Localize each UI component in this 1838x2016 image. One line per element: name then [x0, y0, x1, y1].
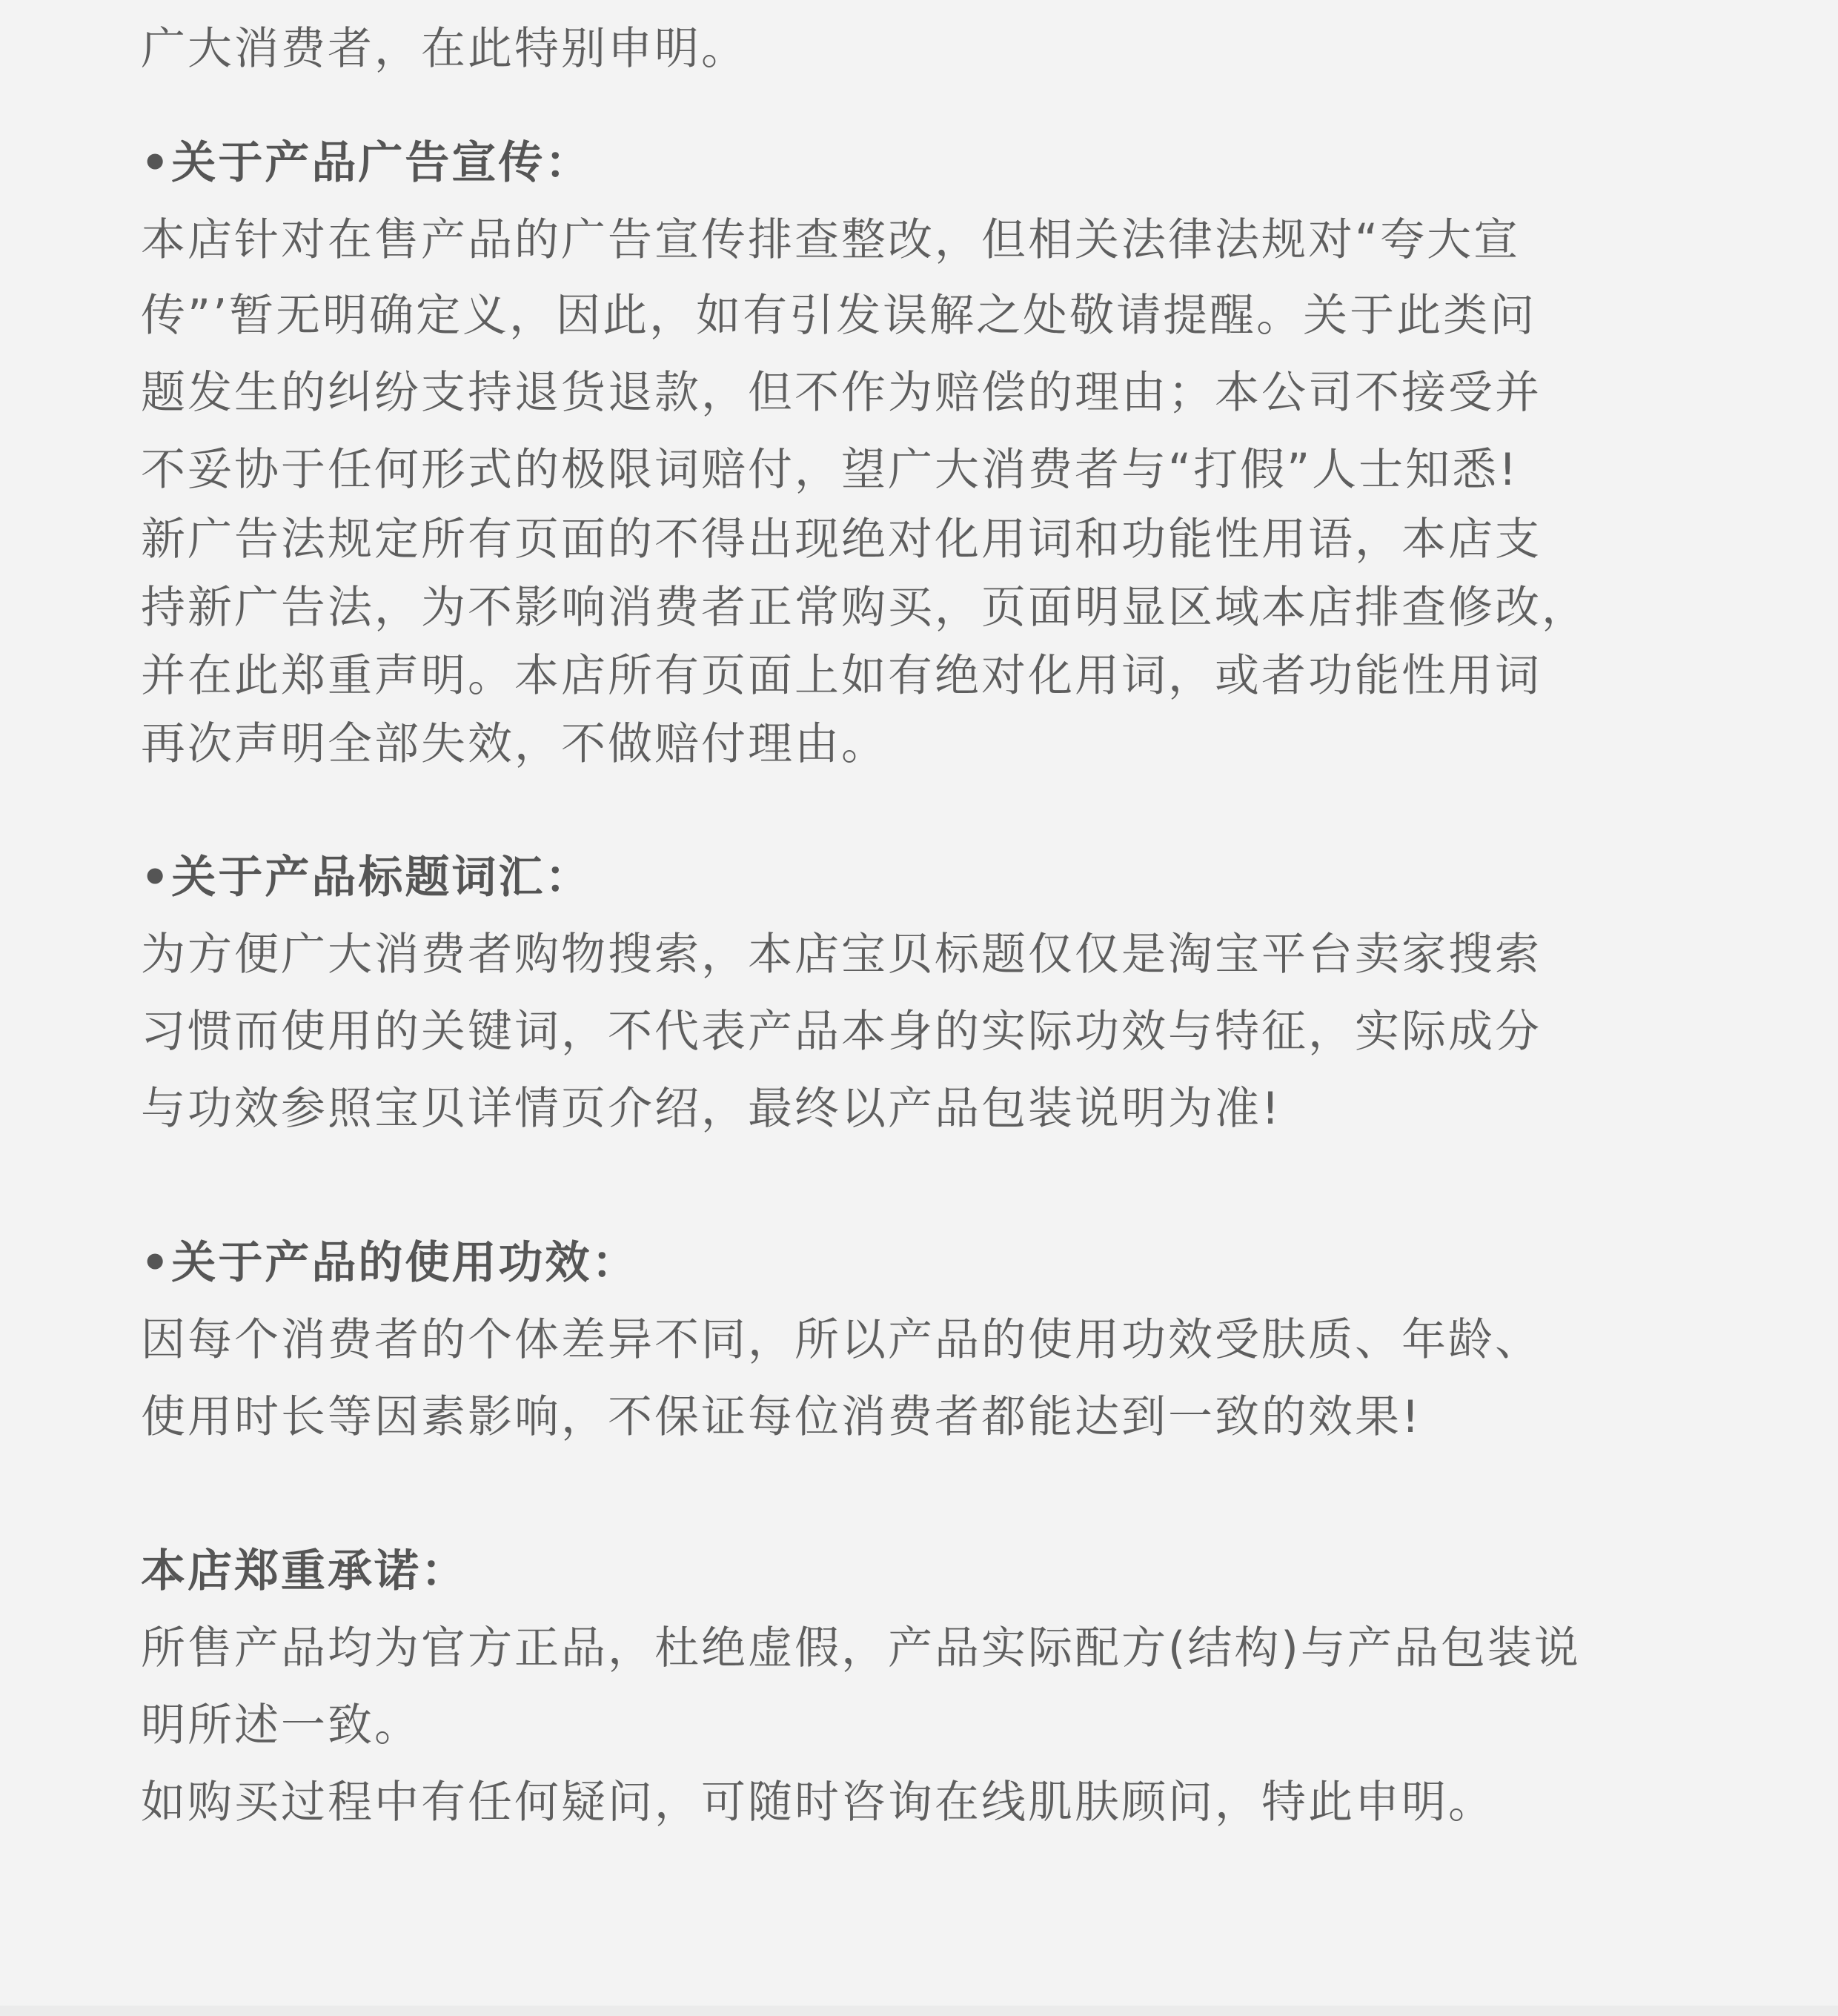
intro-tail-text: 广大消费者，在此特别申明。	[141, 23, 748, 75]
bottom-divider	[0, 2006, 1838, 2016]
advertising-paragraph-line: 题发生的纠纷支持退货退款，但不作为赔偿的理由；本公司不接受并	[141, 367, 1542, 419]
efficacy-paragraph-line: 使用时长等因素影响，不保证每位消费者都能达到一致的效果!	[141, 1391, 1422, 1443]
advertising-paragraph-line: 并在此郑重声明。本店所有页面上如有绝对化用词，或者功能性用词	[141, 650, 1542, 702]
commitment-paragraph-line: 如购买过程中有任何疑问，可随时咨询在线肌肤顾问，特此申明。	[141, 1777, 1495, 1828]
title-terms-paragraph-line: 与功效参照宝贝详情页介绍，最终以产品包装说明为准!	[141, 1083, 1282, 1135]
advertising-paragraph-line: 传”’暂无明确定义，因此，如有引发误解之处敬请提醒。关于此类问	[141, 290, 1537, 342]
section-heading-title-terms: •关于产品标题词汇：	[141, 852, 592, 903]
commitment-paragraph-line: 明所述一致。	[141, 1700, 421, 1751]
efficacy-paragraph-line: 因每个消费者的个体差异不同，所以产品的使用功效受肤质、年龄、	[141, 1314, 1542, 1366]
title-terms-paragraph-line: 习惯而使用的关键词，不代表产品本身的实际功效与特征，实际成分	[141, 1006, 1542, 1058]
advertising-paragraph-line: 再次声明全部失效，不做赔付理由。	[141, 718, 888, 770]
section-heading-advertising: •关于产品广告宣传：	[141, 137, 592, 189]
advertising-paragraph-line: 不妥协于任何形式的极限词赔付，望广大消费者与“打假”人士知悉!	[141, 444, 1519, 496]
section-heading-commitment: 本店郑重承诺：	[141, 1545, 468, 1597]
commitment-paragraph-line: 所售产品均为官方正品，杜绝虚假，产品实际配方(结构)与产品包装说	[141, 1622, 1581, 1674]
advertising-paragraph-line: 本店针对在售产品的广告宣传排查整改，但相关法律法规对“夸大宣	[141, 214, 1521, 266]
advertising-paragraph-line: 持新广告法，为不影响消费者正常购买，页面明显区域本店排查修改，	[141, 582, 1588, 634]
title-terms-paragraph-line: 为方便广大消费者购物搜索，本店宝贝标题仅仅是淘宝平台卖家搜索	[141, 929, 1542, 981]
section-heading-efficacy: •关于产品的使用功效：	[141, 1237, 639, 1289]
advertising-paragraph-line: 新广告法规定所有页面的不得出现绝对化用词和功能性用语，本店支	[141, 514, 1542, 566]
